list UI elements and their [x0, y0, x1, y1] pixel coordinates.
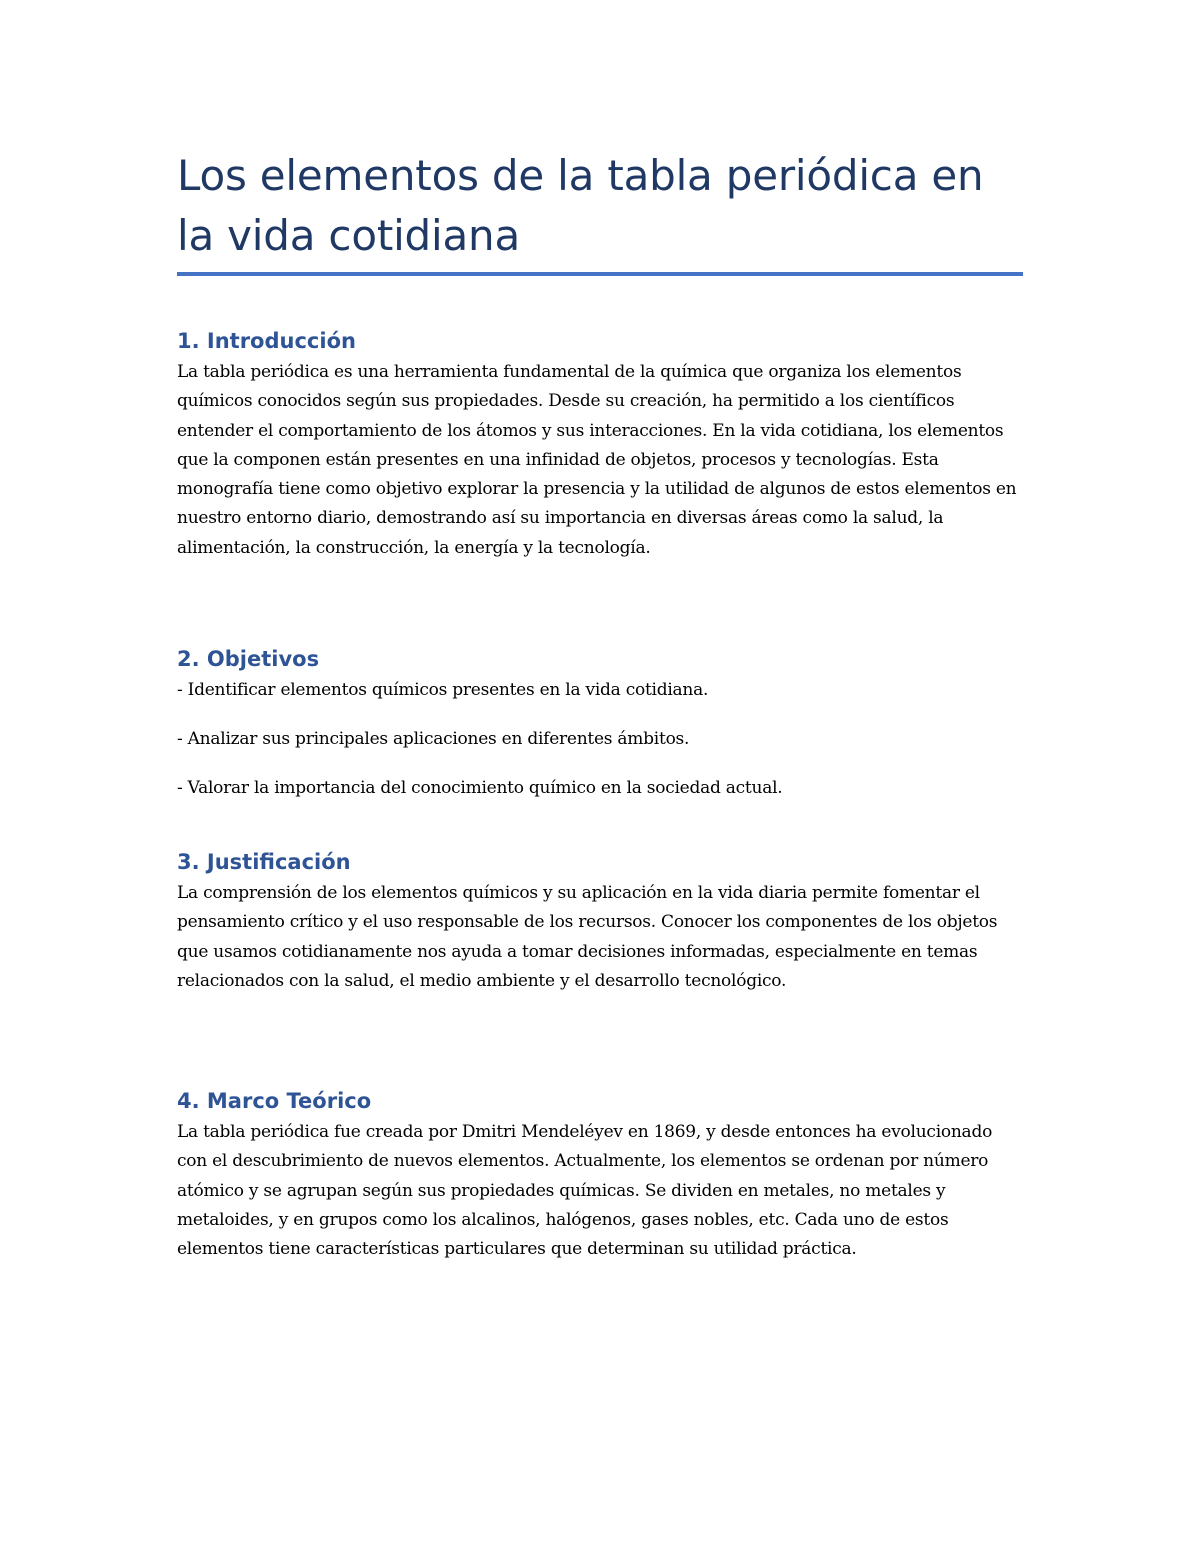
section-heading: 3. Justificación: [177, 850, 351, 874]
document-content: [177, 146, 1023, 1260]
list-item: - Identificar elementos químicos presentes en la vida cotidiana.: [177, 680, 709, 700]
section-paragraph: La tabla periódica fue creada por Dmitri Mendeléyev en 1869, y desde entonces ha evolucionado con el descubrimiento de nuevos elementos. Actualmente, los elementos se ordenan por número atómico y se agrupan según sus propiedades químicas. Se dividen en metales, no metales y metaloides, y en grupos como los alcalinos, halógenos, gases nobles, etc. Cada uno de estos elementos tiene características particulares que determinan su utilidad práctica.: [177, 1122, 993, 1260]
section-heading: 4. Marco Teórico: [177, 1089, 372, 1113]
list-item: - Valorar la importancia del conocimiento químico en la sociedad actual.: [177, 778, 783, 798]
title-underline-rule: [177, 272, 1023, 276]
section-marco-teorico: [177, 1086, 1023, 1264]
document-title: Los elementos de la tabla periódica en la vida cotidiana: [177, 151, 984, 260]
section-justificacion: [177, 847, 1023, 996]
list-item: - Analizar sus principales aplicaciones en diferentes ámbitos.: [177, 729, 690, 749]
section-paragraph: La comprensión de los elementos químicos y su aplicación en la vida diaria permite fomentar el pensamiento crítico y el uso responsable de los recursos. Conocer los componentes de los objetos que usamos cotidianamente nos ayuda a tomar decisiones informadas, especialmente en temas relacionados con la salud, el medio ambiente y el desarrollo tecnológico.: [177, 883, 998, 991]
section-paragraph: La tabla periódica es una herramienta fundamental de la química que organiza los elementos químicos conocidos según sus propiedades. Desde su creación, ha permitido a los científicos entender el comportamiento de los átomos y sus interacciones. En la vida cotidiana, los elementos que la componen están presentes en una infinidad de objetos, procesos y tecnologías. Esta monografía tiene como objetivo explorar la presencia y la utilidad de algunos de estos elementos en nuestro entorno diario, demostrando así su importancia en diversas áreas como la salud, la alimentación, la construcción, la energía y la tecnología.: [177, 362, 1017, 558]
section-introduccion: [177, 326, 1023, 563]
section-heading: 2. Objetivos: [177, 647, 320, 671]
section-heading: 1. Introducción: [177, 329, 356, 353]
section-objetivos: [177, 644, 1023, 823]
